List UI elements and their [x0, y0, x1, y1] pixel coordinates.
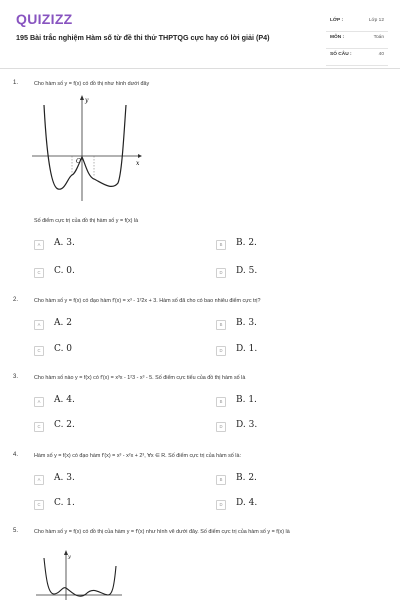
option-text: A. 2 [54, 318, 72, 328]
option-text: B. 2. [236, 238, 257, 248]
option-letter-box: A [34, 397, 44, 407]
option-text: D. 1. [236, 344, 258, 354]
function-graph-q1 [32, 93, 142, 203]
option-letter-box: D [216, 268, 226, 278]
question-subtext: Số điểm cực trị của đồ thị hàm số y = f(x) là [34, 218, 139, 224]
x-axis-label: x [136, 160, 140, 167]
option-text: D. 4. [236, 498, 258, 508]
question-text: Cho hàm số nào y = f(x) có f'(x) = x³x - 1²3 - x³ - 5. Số điểm cực tiểu của đồ thị hàm số là [34, 375, 246, 381]
y-axis-arrow [80, 95, 84, 100]
function-curve [44, 105, 126, 189]
y-axis-label: y [85, 97, 89, 104]
x-axis-arrow [138, 154, 142, 158]
option-letter-box: B [216, 397, 226, 407]
meta-value: Toán [373, 35, 384, 40]
option-text: B. 1. [236, 395, 257, 405]
option-text: A. 3. [54, 473, 75, 483]
document-title: 195 Bài trắc nghiệm Hàm số từ đề thi thử THPTQG cực hay có lời giải (P4) [16, 33, 270, 42]
meta-label: LỚP : [330, 18, 344, 23]
option-text: D. 5. [236, 266, 258, 276]
meta-panel [326, 15, 388, 66]
question-text: Cho hàm số y = f(x) có đồ thị của hàm y = f'(x) như hình vẽ dưới đây. Số điểm cực trị của hàm số y = f(x) là [34, 529, 290, 535]
option-letter-box: C [34, 346, 44, 356]
option-letter-box: C [34, 268, 44, 278]
question-text: Hàm số y = f(x) có đạo hàm f'(x) = x³ - x²x + 2³, ∀x ∈ R. Số điểm cực trị của hàm số là: [34, 453, 241, 459]
meta-label: MÔN : [330, 35, 345, 40]
option-text: B. 2. [236, 473, 257, 483]
option-text: B. 3. [236, 318, 257, 328]
option-letter-box: D [216, 346, 226, 356]
origin-label: O [76, 158, 81, 165]
meta-row-count [326, 49, 388, 66]
option-letter-box: A [34, 475, 44, 485]
meta-label: SỐ CÂU : [330, 52, 352, 57]
option-letter-box: D [216, 422, 226, 432]
option-letter-box: C [34, 500, 44, 510]
option-letter-box: C [34, 422, 44, 432]
y-axis-label: y [68, 554, 71, 560]
option-text: C. 1. [54, 498, 75, 508]
option-letter-box: A [34, 240, 44, 250]
option-letter-box: B [216, 475, 226, 485]
option-text: A. 4. [54, 395, 75, 405]
option-text: C. 2. [54, 420, 75, 430]
option-letter-box: D [216, 500, 226, 510]
option-letter-box: B [216, 240, 226, 250]
derivative-graph-q5 [36, 548, 126, 600]
meta-value: Lớp 12 [368, 18, 384, 23]
question-number: 3. [13, 374, 19, 380]
question-number: 1. [13, 80, 19, 86]
header-divider [0, 68, 400, 69]
question-text: Cho hàm số y = f(x) có đồ thị như hình dưới đây [34, 81, 150, 87]
option-text: A. 3. [54, 238, 75, 248]
question-number: 2. [13, 297, 19, 303]
derivative-curve [44, 558, 116, 596]
option-letter-box: A [34, 320, 44, 330]
option-text: D. 3. [236, 420, 258, 430]
meta-row-class [326, 15, 388, 32]
quizizz-logo: QUIZIZZ [16, 11, 73, 27]
option-text: C. 0 [54, 344, 73, 354]
question-text: Cho hàm số y = f(x) có đạo hàm f'(x) = x³ - 1²2x + 3. Hàm số đã cho có bao nhiêu điểm cực trị? [34, 298, 261, 304]
question-number: 5. [13, 528, 19, 534]
option-text: C. 0. [54, 266, 75, 276]
meta-value: 40 [378, 52, 384, 57]
meta-row-subject [326, 32, 388, 49]
option-letter-box: B [216, 320, 226, 330]
question-number: 4. [13, 452, 19, 458]
